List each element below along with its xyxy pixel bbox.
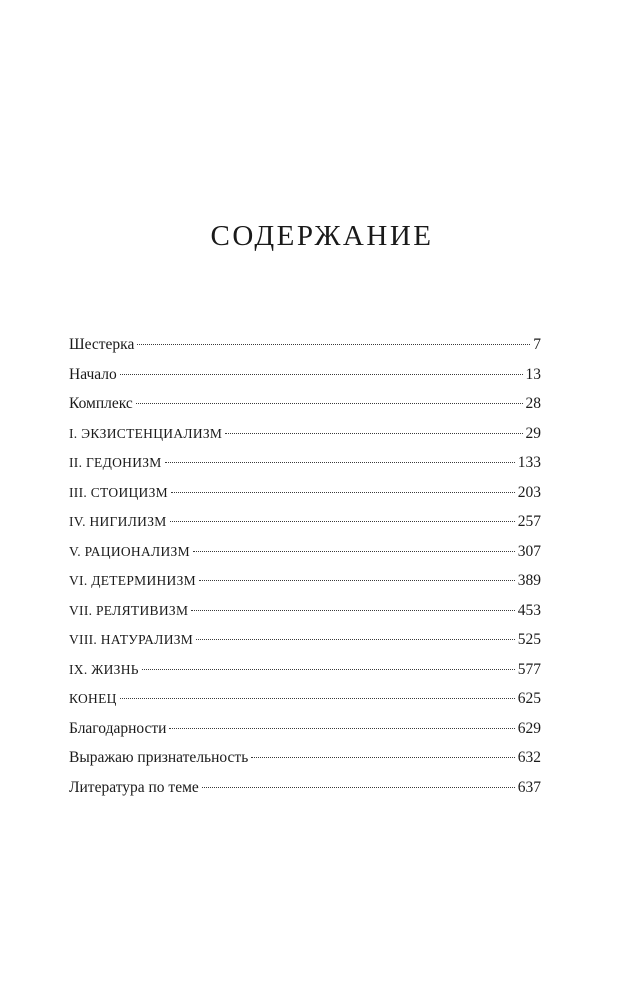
toc-entry (69, 743, 541, 773)
dot-leader (120, 374, 523, 375)
toc-entry (69, 684, 541, 714)
toc-entry-label: III. СТОИЦИЗМ (69, 484, 168, 500)
toc-entry-label: VII. РЕЛЯТИВИЗМ (69, 602, 189, 618)
toc-entry-label: Начало (69, 365, 117, 383)
toc-entry-label: IX. ЖИЗНЬ (69, 661, 139, 677)
toc-entry-label: IV. НИГИЛИЗМ (69, 514, 167, 529)
page-title: СОДЕРЖАНИЕ (210, 220, 434, 252)
toc-entry-label: V. РАЦИОНАЛИЗМ (69, 543, 190, 559)
dot-leader (191, 610, 515, 611)
toc-entry-page: 389 (517, 572, 541, 589)
toc-entry-page: 13 (525, 365, 541, 383)
toc-entry (69, 714, 541, 744)
toc-entry-page: 307 (517, 542, 541, 560)
toc-entry-page: 28 (525, 395, 541, 412)
toc-entry-page: 203 (517, 483, 541, 501)
dot-leader (225, 433, 522, 434)
toc-entry (69, 389, 541, 419)
dot-leader (199, 580, 515, 581)
dot-leader (170, 521, 515, 522)
toc-entry-page: 133 (517, 454, 541, 471)
toc-entry-label: Комплекс (69, 395, 133, 412)
dot-leader (251, 757, 514, 758)
toc-entry (69, 655, 541, 685)
dot-leader (169, 728, 514, 729)
dot-leader (136, 403, 523, 404)
toc-entry (69, 537, 541, 567)
toc-entry-page: 632 (517, 749, 541, 766)
toc-entry (69, 596, 541, 626)
toc-entry-page: 525 (517, 631, 541, 648)
toc-entry-page: 257 (517, 513, 541, 530)
toc-entry-label: VI. ДЕТЕРМИНИЗМ (69, 573, 196, 588)
toc-entry-label: Благодарности (69, 719, 167, 737)
toc-entry-page: 29 (525, 424, 541, 442)
toc-entry (69, 625, 541, 655)
toc-entry (69, 507, 541, 537)
dot-leader (137, 344, 530, 345)
toc-entry (69, 448, 541, 478)
toc-entry-label: КОНЕЦ (69, 691, 117, 706)
toc-entry (69, 566, 541, 596)
toc-entry-page: 637 (517, 778, 541, 796)
table-of-contents (69, 330, 541, 802)
dot-leader (202, 787, 515, 788)
toc-entry-label: Выражаю признательность (69, 749, 249, 766)
toc-entry-label: Литература по теме (69, 778, 199, 796)
toc-entry-page: 629 (517, 719, 541, 737)
toc-entry-page: 7 (533, 336, 541, 353)
toc-entry-page: 453 (517, 601, 541, 619)
toc-entry-page: 577 (517, 660, 541, 678)
toc-entry-label: II. ГЕДОНИЗМ (69, 455, 162, 470)
toc-entry (69, 360, 541, 390)
dot-leader (142, 669, 515, 670)
toc-entry-label: Шестерка (69, 336, 135, 353)
toc-entry (69, 419, 541, 449)
toc-entry-label: I. ЭКЗИСТЕНЦИАЛИЗМ (69, 425, 223, 441)
toc-entry (69, 330, 541, 360)
toc-entry (69, 773, 541, 803)
toc-entry-page: 625 (517, 690, 541, 707)
toc-entry (69, 478, 541, 508)
toc-entry-label: VIII. НАТУРАЛИЗМ (69, 632, 194, 647)
dot-leader (193, 551, 515, 552)
dot-leader (196, 639, 515, 640)
dot-leader (171, 492, 515, 493)
dot-leader (165, 462, 515, 463)
dot-leader (120, 698, 515, 699)
